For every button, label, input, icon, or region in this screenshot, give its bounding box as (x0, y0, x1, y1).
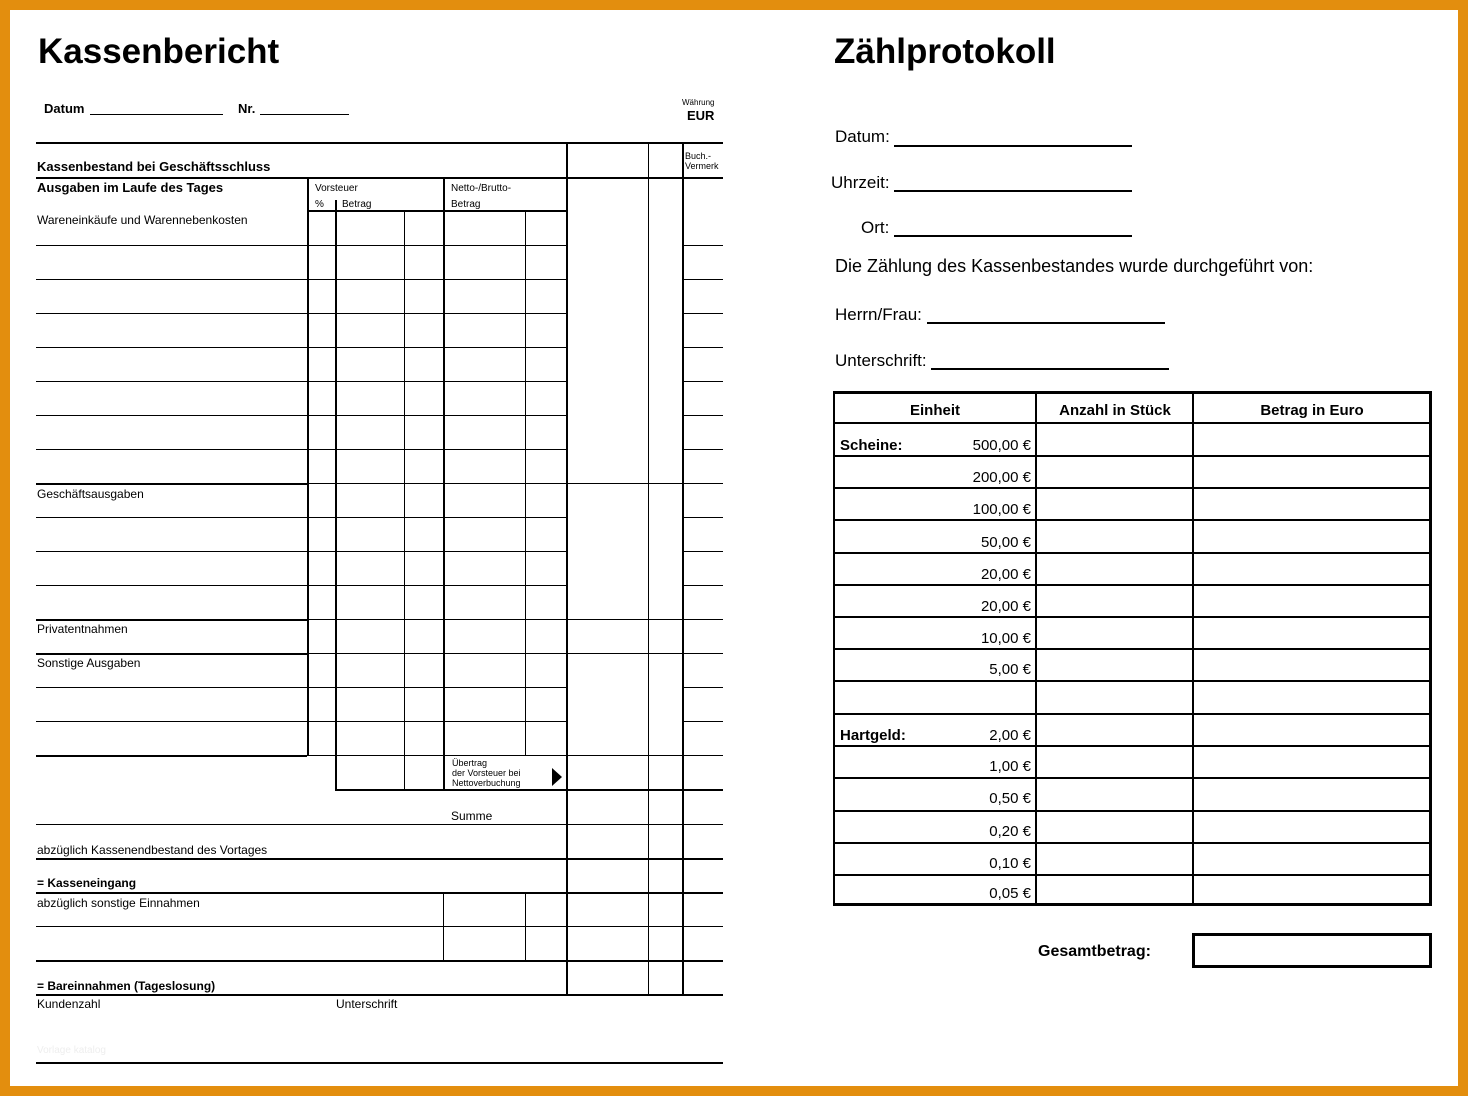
z-datum-label: Datum: (835, 127, 890, 146)
sonstige-ausgaben-label: Sonstige Ausgaben (37, 656, 141, 670)
z-datum-line[interactable] (894, 145, 1132, 147)
denomination-value: 0,05 € (989, 885, 1031, 902)
ort-label: Ort: (861, 218, 890, 237)
netto-brutto-label: Netto-/Brutto- (451, 183, 512, 194)
hartgeld-label: Hartgeld: (840, 727, 906, 744)
vorsteuer-betrag-label: Betrag (342, 199, 372, 210)
herr-frau-label: Herrn/Frau: (835, 305, 922, 324)
denomination-value: 1,00 € (989, 758, 1031, 775)
privatentnahmen-label: Privatentnahmen (37, 622, 128, 636)
denomination-value: 0,20 € (989, 823, 1031, 840)
nr-line[interactable] (260, 114, 349, 115)
z-unterschrift-line[interactable] (931, 368, 1169, 370)
header-einheit: Einheit (909, 402, 960, 419)
watermark: Vorlage katalog (37, 1045, 106, 1056)
uhrzeit-label: Uhrzeit: (831, 173, 890, 192)
datum-label: Datum (44, 101, 85, 116)
ausgaben-label: Ausgaben im Laufe des Tages (37, 180, 224, 195)
z-unterschrift-label: Unterschrift: (835, 351, 927, 370)
denomination-value: 20,00 € (980, 598, 1031, 615)
nr-label: Nr. (238, 101, 256, 116)
bareinnahmen-label: = Bareinnahmen (Tageslosung) (37, 979, 216, 993)
unterschrift-label: Unterschrift (336, 997, 398, 1011)
datum-line[interactable] (90, 114, 223, 115)
kasseneingang-label: = Kasseneingang (37, 876, 137, 890)
abzueglich-einnahmen-label: abzüglich sonstige Einnahmen (37, 896, 200, 910)
denomination-value: 500,00 € (972, 437, 1031, 454)
abzueglich-kassenendbestand-label: abzüglich Kassenendbestand des Vortages (37, 843, 268, 857)
header-betrag: Betrag in Euro (1260, 402, 1364, 419)
denomination-value: 50,00 € (980, 534, 1031, 551)
denomination-value: 200,00 € (972, 469, 1031, 486)
vorsteuer-label: Vorsteuer (315, 183, 358, 194)
kassenbestand-label: Kassenbestand bei Geschäftsschluss (37, 159, 271, 174)
wareneinkaeufe-label: Wareneinkäufe und Warennebenkosten (37, 213, 248, 227)
uhrzeit-line[interactable] (894, 190, 1132, 192)
percent-label: % (315, 199, 324, 210)
arrow-right-icon (552, 768, 562, 786)
summe-label: Summe (451, 809, 493, 823)
gesamtbetrag-box[interactable] (1192, 933, 1432, 968)
ort-line[interactable] (894, 235, 1132, 237)
zaehlprotokoll-title: Zählprotokoll (834, 32, 1056, 71)
uebertrag-label: Übertrag der Vorsteuer bei Nettoverbuchung (452, 758, 521, 788)
buch-vermerk-label: Buch.- Vermerk (685, 151, 719, 171)
denomination-value: 2,00 € (989, 727, 1031, 744)
gesamtbetrag-label: Gesamtbetrag: (1038, 943, 1151, 960)
waehrung-value: EUR (687, 108, 715, 123)
denomination-value: 0,50 € (989, 790, 1031, 807)
kundenzahl-label: Kundenzahl (37, 997, 101, 1011)
waehrung-label: Währung (682, 98, 715, 107)
denomination-value: 20,00 € (980, 566, 1031, 583)
netto-betrag-label: Betrag (451, 199, 481, 210)
denomination-value: 10,00 € (980, 630, 1031, 647)
statement-text: Die Zählung des Kassenbestandes wurde durchgeführt von: (835, 256, 1314, 276)
denomination-value: 100,00 € (972, 501, 1031, 518)
denomination-value: 0,10 € (989, 855, 1031, 872)
kassenbericht-title: Kassenbericht (38, 32, 280, 71)
header-anzahl: Anzahl in Stück (1059, 402, 1171, 419)
form-sheet (10, 10, 1458, 1086)
herr-frau-line[interactable] (927, 322, 1165, 324)
denomination-value: 5,00 € (989, 661, 1031, 678)
scheine-label: Scheine: (840, 437, 903, 454)
geschaeftsausgaben-label: Geschäftsausgaben (37, 487, 144, 501)
